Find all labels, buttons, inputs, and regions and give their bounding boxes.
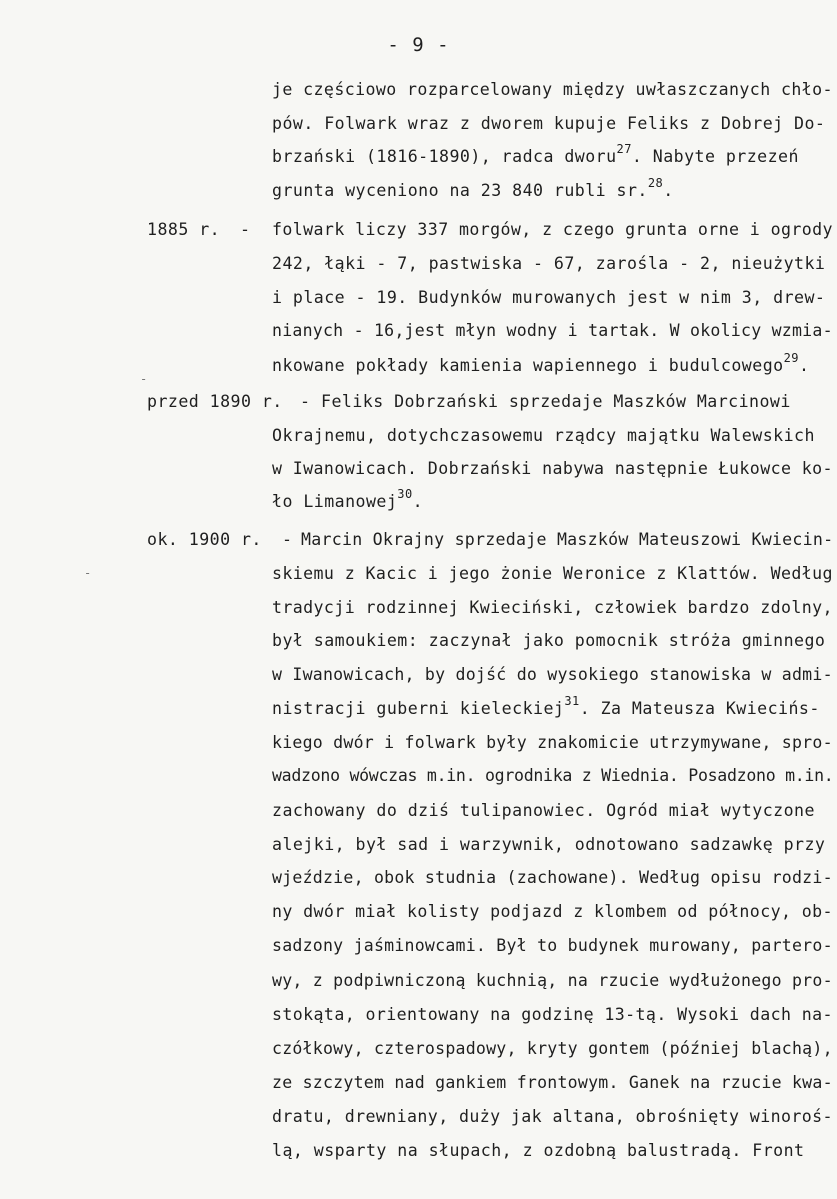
text-line: [272, 598, 833, 618]
line-text: 242, łąki - 7, pastwiska - 67, zarośla - 2, nieużytki: [272, 254, 826, 273]
line-text: w Iwanowicach. Dobrzański nabywa następnie Łukowce ko-: [272, 459, 833, 478]
text-line: [272, 220, 833, 240]
date-label: 1885 r.: [147, 220, 221, 239]
line-text: ny dwór miał kolisty podjazd z klombem od północy, ob-: [272, 902, 833, 921]
date-dash: -: [240, 220, 251, 239]
text-line: [272, 766, 833, 786]
line-text: tradycji rodzinnej Kwieciński, człowiek bardzo zdolny,: [272, 598, 833, 617]
line-text: Okrajnemu, dotychczasowemu rządcy majątku Walewskich: [272, 426, 815, 445]
text-line: [272, 868, 833, 888]
text-line: [272, 288, 825, 308]
line-text: skiemu z Kacic i jego żonie Weronice z Klattów. Według: [272, 564, 833, 583]
date-label: ok. 1900 r.: [147, 530, 262, 549]
line-text-after: .: [412, 492, 424, 511]
text-line: [272, 631, 825, 651]
scan-mark: -: [140, 372, 148, 386]
text-line: [272, 902, 833, 922]
line-text: grunta wyceniono na 23 840 rubli sr.: [272, 181, 648, 200]
line-text-after: . Za Mateusza Kwiecińs-: [579, 699, 820, 718]
page-number: - 9 -: [387, 34, 450, 56]
line-text: sadzony jaśminowcami. Był to budynek murowany, partero-: [272, 936, 833, 955]
line-text: wy, z podpiwniczoną kuchnią, na rzucie wydłużonego pro-: [272, 971, 833, 990]
text-line: [272, 1039, 833, 1059]
text-line: [272, 1073, 833, 1093]
date-dash: -: [300, 392, 311, 411]
text-line: [272, 694, 820, 719]
line-text: Marcin Okrajny sprzedaje Maszków Mateuszowi Kwiecin-: [301, 530, 834, 549]
text-line: [272, 971, 833, 991]
line-text: Feliks Dobrzański sprzedaje Maszków Marcinowi: [321, 392, 791, 411]
line-text: dratu, drewniany, duży jak altana, obrośnięty winoroś-: [272, 1107, 833, 1126]
line-text: ze szczytem nad gankiem frontowym. Ganek na rzucie kwa-: [272, 1073, 833, 1092]
text-line: [321, 392, 791, 412]
text-line: [272, 1005, 833, 1025]
text-line: [272, 801, 815, 821]
text-line: [272, 321, 833, 341]
line-text: alejki, był sad i warzywnik, odnotowano sadzawkę przy: [272, 835, 826, 854]
text-line: [272, 487, 424, 512]
line-text-after: .: [663, 181, 674, 200]
text-line: [272, 1107, 833, 1127]
line-text: pów. Folwark wraz z dworem kupuje Feliks z Dobrej Do-: [272, 114, 826, 133]
text-line: [272, 459, 833, 479]
footnote-ref: 28: [647, 176, 664, 190]
line-text-after: .: [798, 356, 810, 375]
footnote-ref: 27: [616, 142, 632, 156]
line-text: wadzono wówczas m.in. ogrodnika z Wiednia. Posadzono m.in.: [272, 766, 834, 785]
date-label: przed 1890 r.: [147, 392, 283, 411]
line-text: stokąta, orientowany na godzinę 13-tą. Wysoki dach na-: [272, 1005, 833, 1024]
line-text-after: . Nabyte przezeń: [631, 147, 799, 166]
text-line: [272, 114, 825, 134]
text-line: [272, 733, 833, 753]
text-line: [301, 530, 833, 550]
footnote-ref: 30: [397, 487, 413, 501]
text-line: [272, 254, 825, 274]
footnote-ref: 29: [783, 351, 799, 365]
text-line: [272, 426, 815, 446]
line-text: nistracji guberni kieleckiej: [272, 699, 565, 718]
line-text: nkowane pokłady kamienia wapiennego i budulcowego: [272, 356, 784, 375]
line-text: je częściowo rozparcelowany między uwłaszczanych chło-: [272, 80, 833, 99]
line-text: folwark liczy 337 morgów, z czego grunta orne i ogrody: [272, 220, 833, 239]
scan-mark: -: [84, 566, 92, 580]
date-dash: -: [282, 530, 293, 549]
text-line: [272, 665, 833, 685]
text-line: [272, 835, 825, 855]
line-text: brzański (1816-1890), radca dworu: [272, 147, 617, 166]
text-line: [272, 936, 833, 956]
line-text: ło Limanowej: [272, 492, 398, 511]
line-text: czółkowy, czterospadowy, kryty gontem (później blachą),: [272, 1039, 833, 1058]
line-text: lą, wsparty na słupach, z ozdobną balustradą. Front: [272, 1141, 805, 1160]
text-line: [272, 176, 674, 201]
line-text: kiego dwór i folwark były znakomicie utrzymywane, spro-: [272, 733, 833, 752]
line-text: był samoukiem: zaczynał jako pomocnik stróża gminnego: [272, 631, 826, 650]
text-line: [272, 1141, 804, 1161]
line-text: i place - 19. Budynków murowanych jest w nim 3, drew-: [272, 288, 826, 307]
text-line: [272, 564, 833, 584]
text-line: [272, 142, 799, 167]
line-text: wjeździe, obok studnia (zachowane). Według opisu rodzi-: [272, 868, 833, 887]
text-line: [272, 351, 810, 376]
footnote-ref: 31: [564, 694, 580, 708]
line-text: nianych - 16,jest młyn wodny i tartak. W okolicy wzmia-: [272, 321, 833, 340]
line-text: w Iwanowicach, by dojść do wysokiego stanowiska w admi-: [272, 665, 833, 684]
text-line: [272, 80, 833, 100]
line-text: zachowany do dziś tulipanowiec. Ogród miał wytyczone: [272, 801, 815, 820]
